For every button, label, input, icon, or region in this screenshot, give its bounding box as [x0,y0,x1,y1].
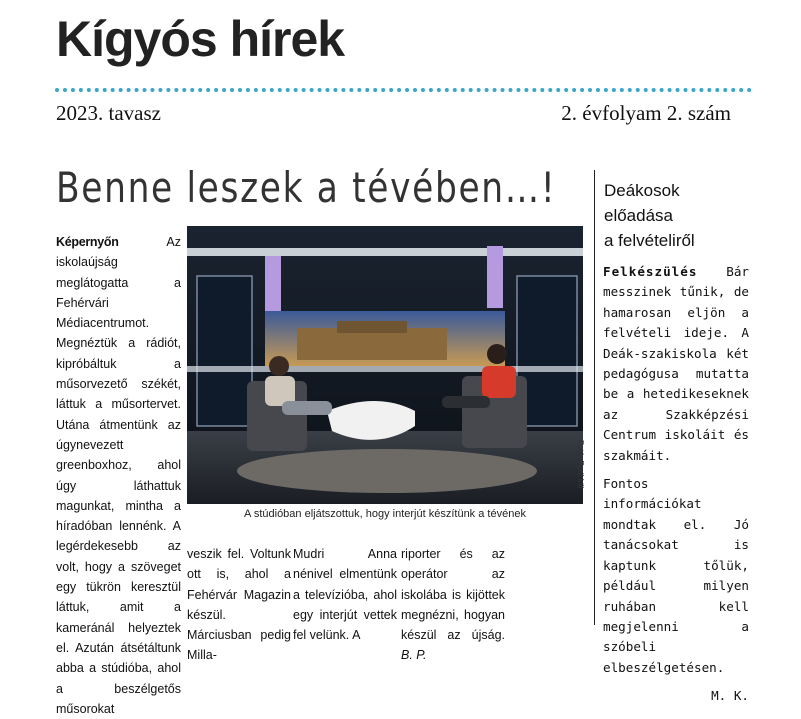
sidebar-title [604,178,794,253]
sidebar-paragraph [603,262,749,466]
article-column-1 [56,232,181,719]
sidebar-lead: Felkészülés [603,264,698,279]
sidebar-title-line: a felvételiről [604,231,695,250]
photo-credit: Fotó: Podl Lili [576,440,585,489]
column-divider [594,170,595,625]
article-column-3: Mudri Anna nénivel elmentünk a televízióba, ahol egy interjút vettek fel velünk. A [293,547,397,643]
masthead-title: Kígyós hírek [56,11,345,67]
article-column-2: veszik fel. Voltunk ott is, ahol a Fehérvár Magazin készül. Márciusban pedig Milla- [187,547,291,663]
sidebar-title-line: előadása [604,206,674,225]
sidebar-paragraph: Fontos információkat mondtak el. Jó tanácsokat is kaptunk tőlük, például milyen ruhában kell megjelenni a szóbeli elbeszélgetésen. [603,476,749,675]
article-signature: B. P. [401,648,427,663]
article-text-1: Az iskolaújság meglátogatta a Fehérvári Médiacentrumot. Megnéztük a rádiót, kipróbáltuk a műsorvezető székét, láttuk a műsortervet. Utána átmentünk az úgynevezett greenboxhoz, ahol úgy láthattuk magunkat, mintha a híradóban lennénk. A legérdekesebb az volt, hogy a szöveget egy tükrön keresztül láttuk, amit a kameránál helyeztek el. Azután átsétáltunk abba a stúdióba, ahol a beszélgetős műsorokat [56,235,181,716]
issue-season: 2023. tavasz [56,101,161,125]
article-column-4 [401,544,505,666]
sidebar-title-line: Deákosok [604,181,680,200]
sidebar-text-1: Bár messzinek tűnik, de hamarosan eljön a felvételi ideje. A Deák-szakiskola két pedagógusa mutatta be a hetedikeseknek az Szakképzési Centrum iskoláit és szakmáit. [603,264,749,463]
article-lead: Képernyőn [56,235,119,249]
article-headline: Benne leszek a tévében…! [56,163,557,212]
photo-caption: A stúdióban eljátszottuk, hogy interjút készítünk a tévének [244,508,526,520]
issue-number: 2. évfolyam 2. szám [561,101,731,125]
dotted-divider [55,88,752,92]
article-text-4: riporter és az operátor az iskolába is kijöttek megnézni, hogyan készül az újság. [401,547,505,643]
sidebar-body [603,262,749,715]
sidebar-signature: M. K. [711,688,749,704]
studio-photo [187,226,583,504]
